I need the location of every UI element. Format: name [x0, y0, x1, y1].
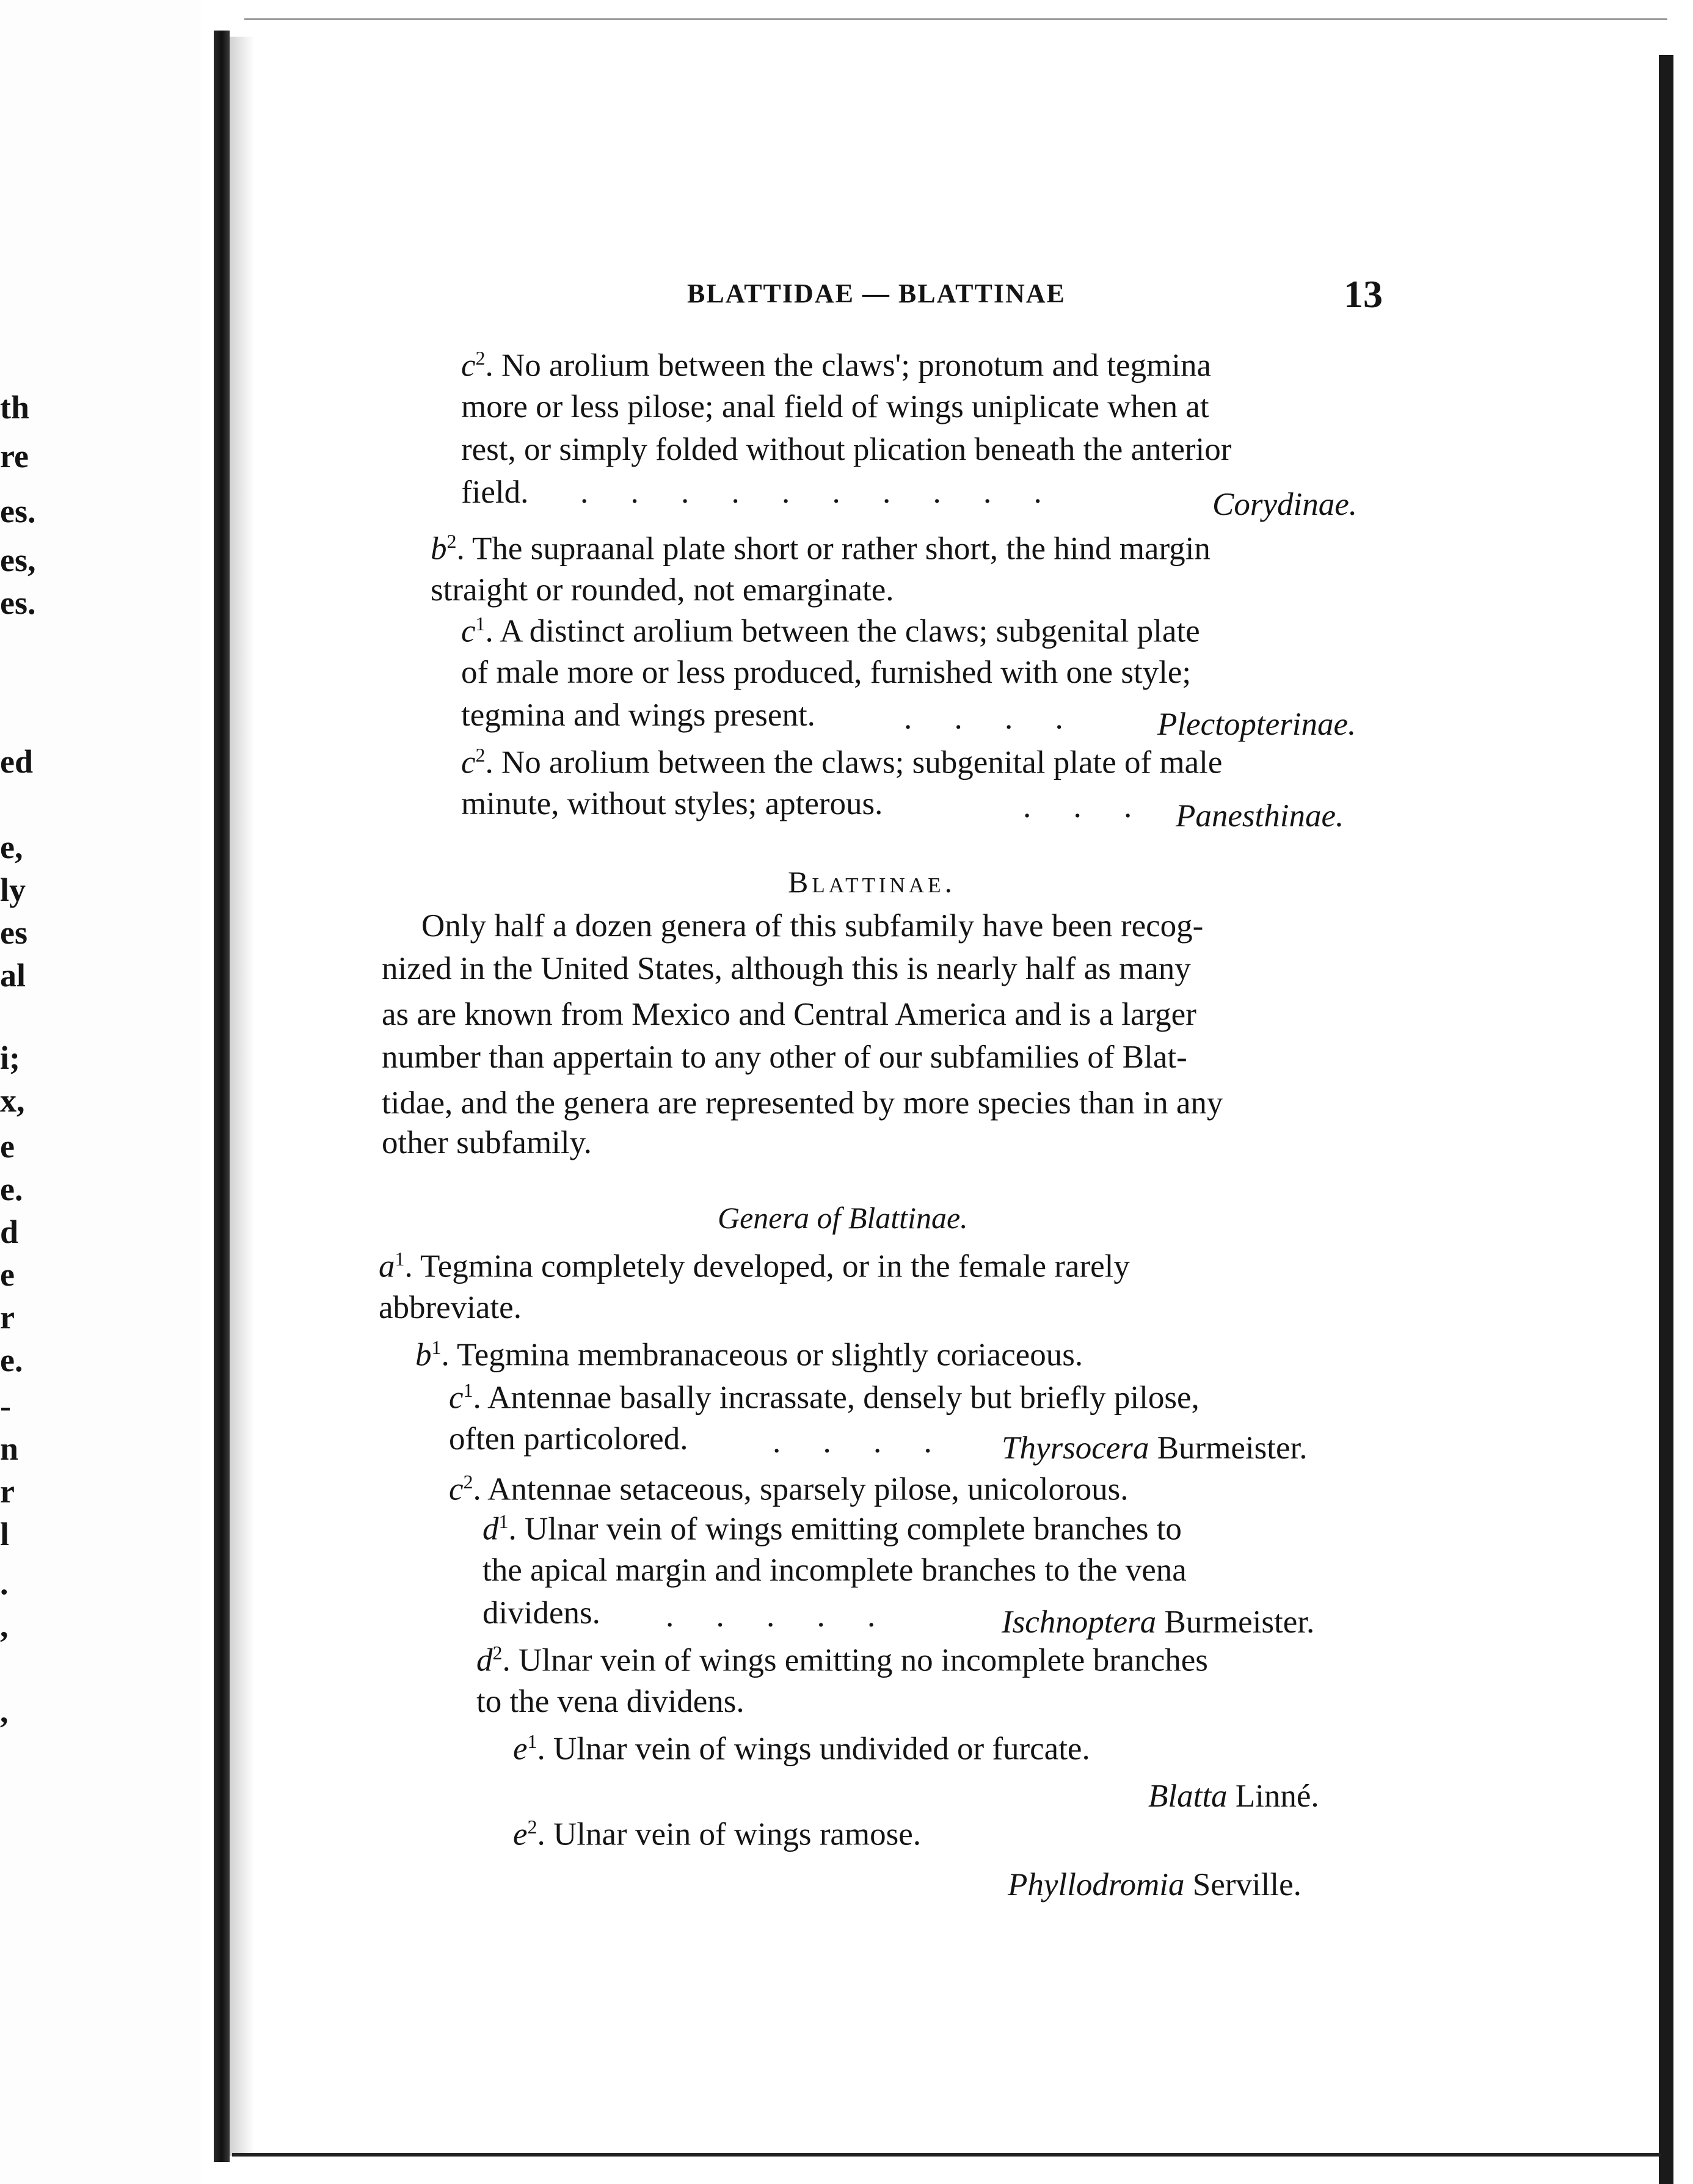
author-name: Burmeister.: [1164, 1604, 1315, 1640]
key-line: [476, 1686, 745, 1718]
key-marker: c: [461, 613, 476, 649]
key-text: . No arolium between the claws; subgenital plate of male: [485, 744, 1223, 781]
key-line: [513, 1731, 1090, 1766]
key-marker-sup: 2: [475, 744, 486, 766]
leader-dots: . . . . . . . . . .: [580, 475, 1059, 510]
key-line: [379, 1292, 522, 1324]
paragraph-line: tidae, and the genera are represented by more species than in any: [382, 1085, 1223, 1121]
key-marker-sup: 1: [431, 1336, 442, 1358]
key-line: [449, 1380, 1200, 1414]
facing-fragment: e: [0, 1128, 15, 1165]
genus-entry: [1002, 1432, 1308, 1465]
key-marker-sup: 2: [475, 347, 486, 369]
facing-fragment: r: [0, 1299, 15, 1336]
page-number: 13: [1344, 272, 1383, 316]
facing-fragment: al: [0, 957, 26, 994]
paragraph-line: number than appertain to any other of our subfamilies of Blat-: [382, 1039, 1187, 1075]
facing-fragment: ,: [0, 1607, 9, 1644]
facing-fragment: th: [0, 389, 30, 426]
leader-dots: . . . .: [904, 701, 1080, 736]
key-marker-sup: 2: [527, 1816, 537, 1838]
facing-fragment: ed: [0, 743, 33, 780]
key-text: . Ulnar vein of wings ramose.: [537, 1816, 922, 1852]
key-line: [461, 434, 1231, 466]
key-line: [379, 1249, 1130, 1283]
key-text: more or less pilose; anal field of wings uniplicate when at: [461, 389, 1209, 424]
key-text: field.: [461, 475, 529, 510]
key-line: [461, 788, 883, 820]
paragraph-line: as are known from Mexico and Central America and is a larger: [382, 997, 1196, 1032]
key-line: [461, 699, 815, 732]
key-line: [461, 745, 1222, 779]
key-text: . Tegmina completely developed, or in the female rarely: [404, 1248, 1130, 1284]
key-text: . No arolium between the claws'; pronotum and tegmina: [485, 348, 1212, 384]
author-name: Serville.: [1192, 1867, 1302, 1902]
page-right-edge: [1659, 55, 1673, 2184]
key-text: of male more or less produced, furnished with one style;: [461, 655, 1192, 690]
key-line: [482, 1554, 1187, 1587]
key-line: [482, 1597, 600, 1629]
genus-entry: [1002, 1606, 1314, 1639]
key-text: . Ulnar vein of wings undivided or furcate.: [537, 1731, 1090, 1767]
key-marker: c: [449, 1471, 464, 1507]
author-name: Burmeister.: [1157, 1430, 1308, 1466]
key-marker: b: [431, 531, 447, 567]
key-text: tegmina and wings present.: [461, 697, 815, 733]
key-text: rest, or simply folded without plication beneath the anterior: [461, 432, 1232, 467]
facing-fragment: -: [0, 1388, 11, 1424]
key-marker: b: [415, 1337, 432, 1373]
key-text: . Tegmina membranaceous or slightly coriaceous.: [441, 1337, 1083, 1373]
section-heading-blattinae: Blattinae.: [788, 865, 956, 899]
paragraph-line: nized in the United States, although this is nearly half as many: [382, 951, 1191, 986]
key-text: . A distinct arolium between the claws; subgenital plate: [485, 613, 1200, 649]
key-marker: d: [476, 1642, 493, 1678]
facing-fragment: e: [0, 1256, 15, 1293]
genus-entry: [1008, 1869, 1302, 1901]
key-line: [482, 1512, 1182, 1546]
key-marker-sup: 1: [395, 1248, 405, 1270]
key-text: . The supraanal plate short or rather short, the hind margin: [456, 531, 1211, 567]
facing-fragment: e,: [0, 829, 23, 865]
taxon-name: Corydinae.: [1212, 487, 1357, 522]
section-heading-genera: Genera of Blattinae.: [718, 1201, 968, 1235]
key-text: straight or rounded, not emarginate.: [431, 572, 894, 608]
key-text: . Antennae setaceous, sparsely pilose, unicolorous.: [473, 1471, 1129, 1507]
key-marker-sup: 1: [475, 613, 486, 635]
facing-fragment: r: [0, 1473, 15, 1510]
gutter-shadow: [230, 37, 254, 2156]
key-line: [431, 574, 894, 606]
key-marker-sup: 1: [527, 1730, 537, 1752]
key-text: to the vena dividens.: [476, 1684, 745, 1719]
key-text: minute, without styles; apterous.: [461, 786, 883, 821]
facing-fragment: i;: [0, 1039, 20, 1076]
key-text: abbreviate.: [379, 1290, 522, 1325]
binding-gutter: [214, 31, 230, 2162]
paragraph-line: other subfamily.: [382, 1125, 592, 1160]
leader-dots: . . . . .: [666, 1598, 893, 1634]
facing-fragment: l: [0, 1516, 10, 1552]
key-line: [449, 1472, 1129, 1506]
key-marker-sup: 1: [498, 1510, 509, 1532]
key-marker: c: [449, 1380, 464, 1416]
key-line: [476, 1643, 1208, 1677]
facing-fragment: e.: [0, 1171, 23, 1207]
paragraph-line: Only half a dozen genera of this subfamily have been recog-: [421, 908, 1204, 944]
leader-dots: . . . .: [773, 1424, 949, 1460]
taxon-name: Thyrsocera: [1002, 1430, 1149, 1466]
key-text: . Ulnar vein of wings emitting complete branches to: [508, 1511, 1182, 1547]
key-marker-sup: 2: [492, 1642, 503, 1664]
key-marker: c: [461, 348, 476, 384]
facing-fragment: e.: [0, 1342, 23, 1378]
key-marker-sup: 2: [463, 1471, 473, 1493]
facing-fragment: x,: [0, 1082, 25, 1119]
facing-fragment: es.: [0, 493, 36, 530]
taxon-name: Plectopterinae.: [1157, 707, 1356, 742]
key-marker: c: [461, 744, 476, 781]
facing-fragment: es.: [0, 584, 36, 621]
running-head: BLATTIDAE — BLATTINAE: [687, 278, 1066, 308]
key-marker: a: [379, 1248, 395, 1284]
taxon-name: Ischnoptera: [1002, 1604, 1157, 1640]
facing-fragment: ly: [0, 872, 26, 908]
facing-fragment: n: [0, 1430, 19, 1467]
leader-dots: . . .: [1023, 789, 1149, 824]
key-marker: d: [482, 1511, 499, 1547]
key-text: the apical margin and incomplete branches to the vena: [482, 1552, 1187, 1588]
key-marker: e: [513, 1731, 528, 1767]
taxon-name: Panesthinae.: [1176, 798, 1344, 834]
facing-fragment: es: [0, 914, 27, 951]
genus-entry: [1148, 1780, 1319, 1813]
key-line: [461, 657, 1191, 689]
facing-fragment: es,: [0, 542, 36, 578]
key-line: [449, 1423, 688, 1455]
key-text: dividens.: [482, 1595, 600, 1631]
facing-fragment: d: [0, 1214, 19, 1250]
top-edge-rule: [244, 18, 1667, 20]
facing-fragment: ,: [0, 1693, 9, 1730]
key-line: [431, 531, 1211, 566]
bottom-edge-rule: [232, 2153, 1661, 2157]
key-text: . Antennae basally incrassate, densely but briefly pilose,: [473, 1380, 1200, 1416]
facing-page: [0, 0, 202, 2184]
key-marker-sup: 1: [463, 1379, 473, 1401]
taxon-name: Phyllodromia: [1008, 1867, 1185, 1902]
key-marker: e: [513, 1816, 528, 1852]
key-text: often particolored.: [449, 1421, 688, 1457]
key-line: [461, 476, 528, 509]
key-line: [513, 1817, 921, 1851]
key-line: [461, 348, 1211, 382]
key-text: . Ulnar vein of wings emitting no incomplete branches: [502, 1642, 1208, 1678]
key-line: [415, 1338, 1083, 1372]
facing-fragment: .: [0, 1565, 9, 1601]
key-marker-sup: 2: [446, 530, 457, 552]
key-line: [461, 614, 1200, 648]
key-line: [461, 391, 1209, 423]
author-name: Linné.: [1235, 1778, 1319, 1814]
taxon-name: Blatta: [1148, 1778, 1228, 1814]
facing-fragment: re: [0, 438, 29, 475]
